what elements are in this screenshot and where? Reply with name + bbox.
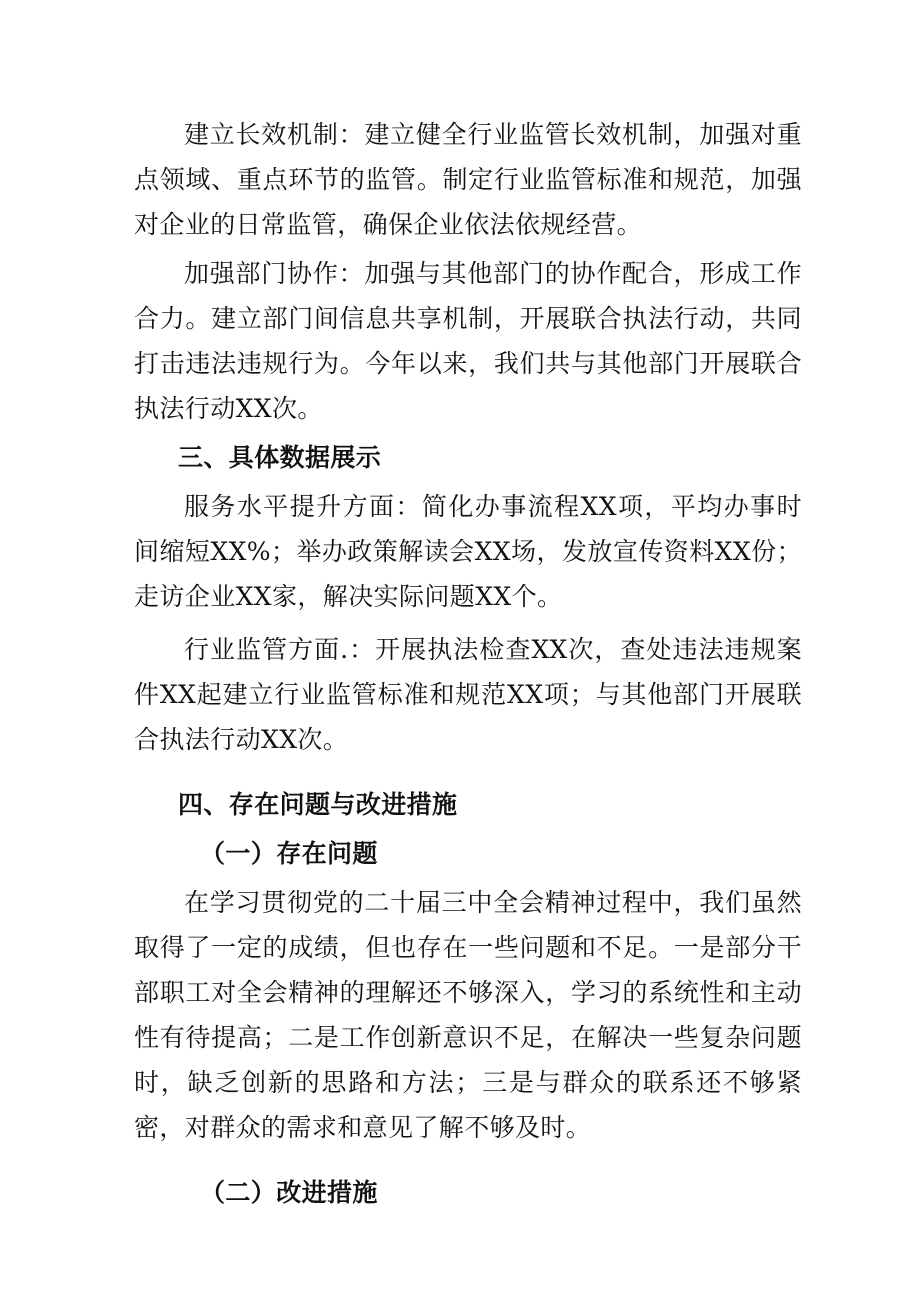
paragraph-service-level: 服务水平提升方面：简化办事流程XX项，平均办事时间缩短XX%；举办政策解读会XX场，发放宣传资料XX份；走访企业XX家，解决实际问题XX个。	[134, 492, 802, 611]
section-heading-problems-and-measures: 四、存在问题与改进措施	[178, 790, 458, 819]
paragraph-problems-detail: 在学习贯彻党的二十届三中全会精神过程中，我们虽然取得了一定的成绩，但也存在一些问题和不足。一是部分干部职工对全会精神的理解还不够深入，学习的系统性和主动性有待提高；二是工作创新意识不足，在解决一些复杂问题时，缺乏创新的思路和方法；三是与群众的联系还不够紧密，对群众的需求和意见了解不够及时。	[134, 888, 802, 1142]
subheading-existing-problems: （一）存在问题	[200, 839, 378, 868]
paragraph-department-cooperation: 加强部门协作：加强与其他部门的协作配合，形成工作合力。建立部门间信息共享机制，开展联合执法行动，共同打击违法违规行为。今年以来，我们共与其他部门开展联合执法行动XX次。	[134, 259, 802, 423]
paragraph-industry-supervision: 行业监管方面.：开展执法检查XX次，查处违法违规案件XX起建立行业监管标准和规范XX项；与其他部门开展联合执法行动XX次。	[134, 635, 802, 754]
section-heading-data-display: 三、具体数据展示	[178, 443, 382, 472]
subheading-improvement-measures: （二）改进措施	[200, 1178, 378, 1207]
paragraph-long-term-mechanism: 建立长效机制：建立健全行业监管长效机制，加强对重点领域、重点环节的监管。制定行业监管标准和规范，加强对企业的日常监管，确保企业依法依规经营。	[134, 120, 802, 239]
